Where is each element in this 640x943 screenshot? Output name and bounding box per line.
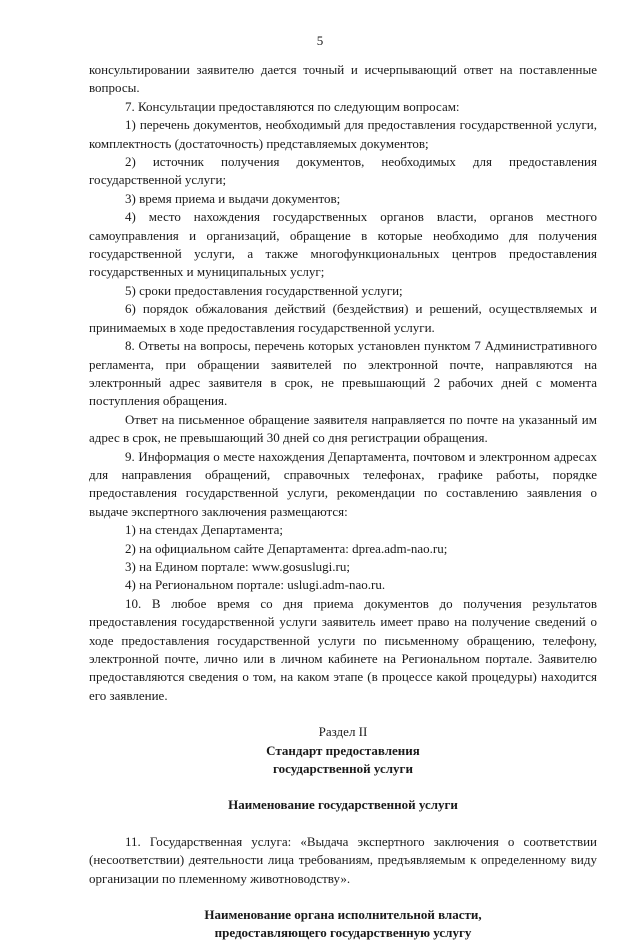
list-item: 3) время приема и выдачи документов; [125,190,341,206]
list-item: 3) на Едином портале: www.gosuslugi.ru; [125,558,350,574]
spacer [89,778,597,796]
spacer [89,705,597,723]
document-body [89,61,597,943]
section-title-line-1: Стандарт предоставления [266,742,420,758]
heading-authority-line-1: Наименование органа исполнительной власти, [204,907,482,923]
spacer [89,815,597,833]
paragraph: 8. Ответы на вопросы, перечень которых установлен пунктом 7 Административного регламента, при обращении заявителей по электронной почте, направляются на электронный адрес заявителя в срок, не превышающий 2 рабочих дней с момента поступления обращения. [89,338,597,409]
paragraph: 7. Консультации предоставляются по следующим вопросам: [125,98,460,114]
list-item: 2) на официальном сайте Департамента: dprea.adm-nao.ru; [125,540,448,556]
section-label: Раздел II [318,724,368,740]
section-title-line-2: государственной услуги [273,761,413,777]
list-item: 1) на стендах Департамента; [125,522,284,538]
paragraph: Ответ на письменное обращение заявителя направляется по почте на указанный им адрес в срок, не превышающий 30 дней со дня регистрации обращения. [89,411,597,446]
paragraph: 11. Государственная услуга: «Выдача экспертного заключения о соответствии (несоответствии) деятельности лица требованиям, предъявляемым к определенному виду организации по племенному животноводству». [89,833,597,886]
list-item: 4) на Региональном портале: uslugi.adm-nao.ru. [125,577,386,593]
list-item: 2) источник получения документов, необходимых для предоставления государственной услуги; [89,154,597,188]
list-item: 4) место нахождения государственных органов власти, органов местного самоуправления и организаций, обращение в которые необходимо для получения государственной услуги, а также многофункциональных центров предоставления государственных и муниципальных услуг; [89,209,597,280]
paragraph: 10. В любое время со дня приема документов до получения результатов предоставления государственной услуги заявитель имеет право на получение сведений о ходе предоставления государственной услуги по письменному обращению, телефону, электронной почте, лично или в личном кабинете на Региональном портале. Заявителю предоставляются сведения о том, на каком этапе (в процессе какой процедуры) находится его заявление. [89,595,597,703]
paragraph: 9. Информация о месте нахождения Департамента, почтовом и электронном адресах для направления обращений, справочных телефонах, графике работы, порядке предоставления государственной услуги, рекомендации по составлению заявления о выдаче экспертного заключения размещаются: [89,448,597,519]
spacer [89,888,597,906]
list-item: 6) порядок обжалования действий (бездействия) и решений, осуществляемых и принимаемых в ходе предоставления государственной услуги. [89,301,597,335]
heading-authority-line-2: предоставляющего государственную услугу [214,925,472,941]
paragraph: консультировании заявителю дается точный и исчерпывающий ответ на поставленные вопросы. [89,62,597,96]
list-item: 5) сроки предоставления государственной услуги; [125,282,403,298]
page-number: 5 [316,33,324,48]
list-item: 1) перечень документов, необходимый для предоставления государственной услуги, комплектность (достаточность) представляемых документов; [89,117,597,151]
heading-service-name: Наименование государственной услуги [228,797,458,813]
